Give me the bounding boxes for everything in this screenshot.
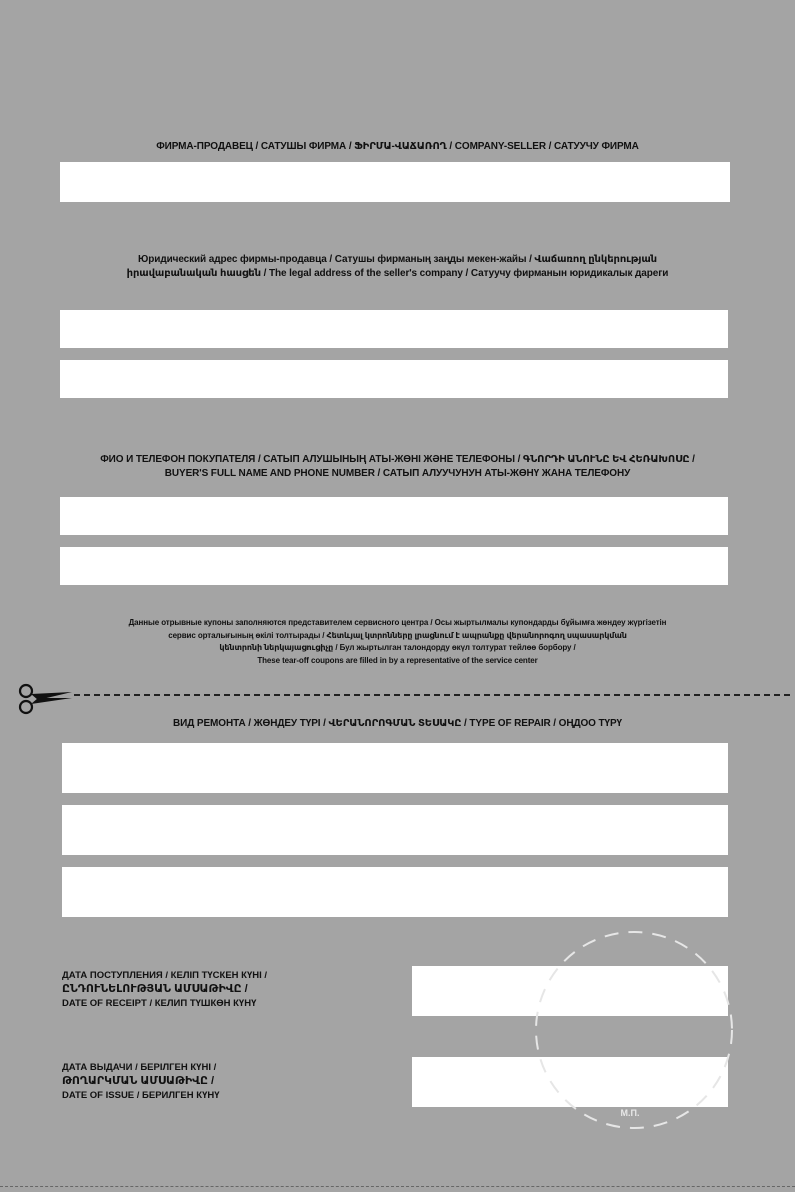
issue-line3: DATE OF ISSUE / БЕРИЛГЕН КҮНҮ xyxy=(62,1090,220,1101)
receipt-line1: ДАТА ПОСТУПЛЕНИЯ / КЕЛІП ТҮСКЕН КҮНІ / xyxy=(62,970,268,981)
repair-field-1[interactable] xyxy=(62,743,728,793)
seller-label-text: ФИРМА-ПРОДАВЕЦ / САТУШЫ ФИРМА / ՖԻՐՄԱ-ՎԱՃԱՌՈՂ / COMPANY-SELLER / САТУУЧУ ФИРМА xyxy=(156,141,639,152)
repair-label xyxy=(0,717,795,731)
buyer-field-1[interactable] xyxy=(60,497,728,535)
buyer-label-line1: ФИО И ТЕЛЕФОН ПОКУПАТЕЛЯ / САТЫП АЛУШЫНЫҢ АТЫ-ЖӨНІ ЖӘНЕ ТЕЛЕФОНЫ / ԳՆՈՐԴԻ ԱՆՈՒՆԸ ԵՎ ՀԵՌԱԽՈՍԸ / xyxy=(100,454,695,465)
bottom-edge xyxy=(0,1186,795,1187)
address-field-2[interactable] xyxy=(60,360,728,398)
seller-field[interactable] xyxy=(60,162,730,202)
address-label-line2: իրավաբանական հասցեն / The legal address of the seller's company / Сатуучу фирманын юридикалык дареги xyxy=(126,268,669,279)
buyer-label-line2: BUYER'S FULL NAME AND PHONE NUMBER / САТЫП АЛУУЧУНУН АТЫ-ЖӨНҮ ЖАНА ТЕЛЕФОНУ xyxy=(164,468,631,479)
receipt-line3: DATE OF RECEIPT / КЕЛИП ТҮШКӨН КҮНҮ xyxy=(62,998,257,1009)
issue-line2: ԹՈՂԱՐԿՄԱՆ ԱՄՍԱԹԻՎԸ / xyxy=(62,1075,215,1087)
stamp-label: М.П. xyxy=(620,1108,640,1118)
address-label xyxy=(0,253,795,281)
receipt-line2: ԸՆԴՈՒՆԵԼՈՒԹՅԱՆ ԱՄՍԱԹԻՎԸ / xyxy=(62,983,248,995)
notice-line2: сервис орталығының өкілі толтырады / Հետևյալ կտրոնները լրացնում է ապրանքը վերանորոգող սպասարկման xyxy=(168,630,627,640)
scissors-icon xyxy=(16,682,76,716)
stamp-circle xyxy=(532,928,736,1132)
cut-line xyxy=(74,694,790,696)
notice-line3: կենտրոնի ներկայացուցիչը / Бул жыртылган талондорду өкүл толтурат тейлөө борбору / xyxy=(219,643,576,652)
notice-line4: These tear-off coupons are filled in by a representative of the service center xyxy=(257,655,538,665)
seller-label xyxy=(0,140,795,154)
repair-label-text: ВИД РЕМОНТА / ЖӨНДЕУ ТҮРІ / ՎԵՐԱՆՈՐՈԳՄԱՆ ՏԵՍԱԿԸ / TYPE OF REPAIR / ОҢДОО ТҮРҮ xyxy=(172,718,623,729)
issue-date-label xyxy=(62,1061,220,1102)
address-label-line1: Юридический адрес фирмы-продавца / Сатушы фирманың заңды мекен-жайы / Վաճառող ընկերության xyxy=(138,254,657,265)
address-field-1[interactable] xyxy=(60,310,728,348)
buyer-field-2[interactable] xyxy=(60,547,728,585)
issue-line1: ДАТА ВЫДАЧИ / БЕРІЛГЕН КҮНІ / xyxy=(62,1062,217,1073)
repair-field-3[interactable] xyxy=(62,867,728,917)
receipt-date-label xyxy=(62,969,267,1010)
service-notice xyxy=(0,617,795,667)
repair-field-2[interactable] xyxy=(62,805,728,855)
buyer-label xyxy=(0,453,795,481)
notice-line1: Данные отрывные купоны заполняются представителем сервисного центра / Осы жыртылмалы купондарды бұйымға жөндеу жүргізетін xyxy=(128,618,667,627)
